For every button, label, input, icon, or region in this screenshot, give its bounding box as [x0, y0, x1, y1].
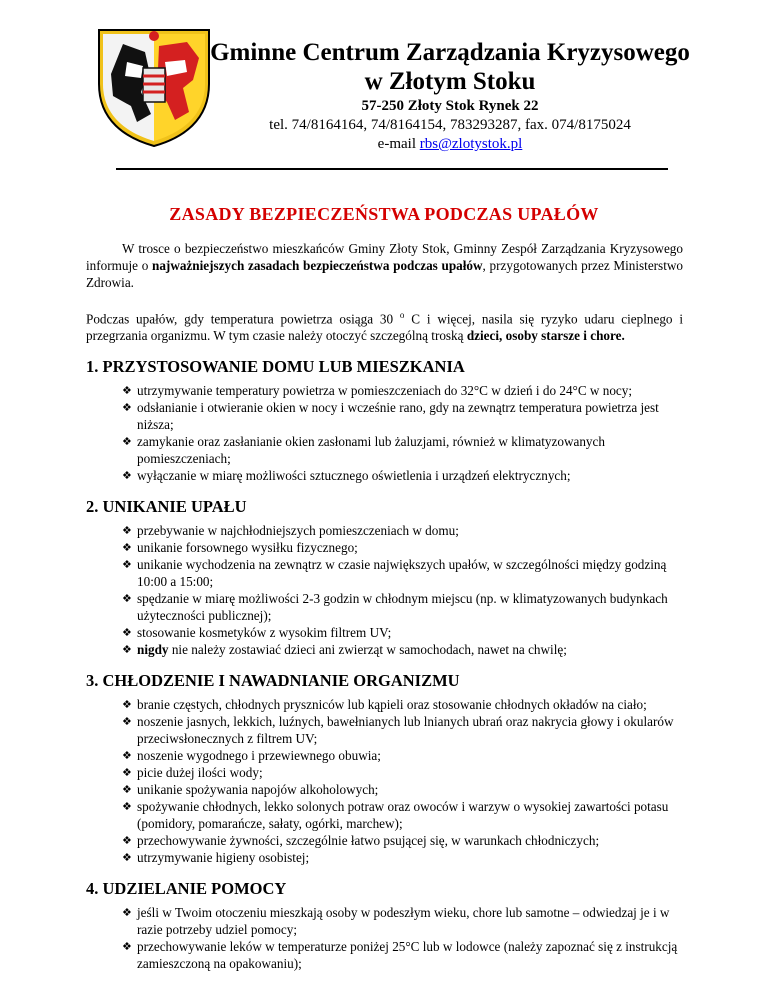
section-heading: 4. UDZIELANIE POMOCY	[86, 879, 287, 899]
letterhead	[0, 0, 768, 180]
section-heading: 3. CHŁODZENIE I NAWADNIANIE ORGANIZMU	[86, 671, 460, 691]
section-list	[86, 522, 683, 658]
organization-name	[190, 38, 710, 96]
email-line	[190, 135, 710, 154]
intro-paragraph-1	[86, 240, 683, 291]
list-item: ❖ unikanie forsownego wysiłku fizycznego;	[122, 540, 358, 556]
bullet-icon: ❖	[122, 524, 132, 538]
bullet-icon: ❖	[122, 541, 132, 555]
bullet-icon: ❖	[122, 940, 132, 954]
bullet-icon: ❖	[122, 834, 132, 848]
list-item: ❖ wyłączanie w miarę możliwości sztucznego oświetlenia i urządzeń elektrycznych;	[122, 468, 571, 484]
header-divider	[116, 168, 668, 170]
section-heading: 1. PRZYSTOSOWANIE DOMU LUB MIESZKANIA	[86, 357, 465, 377]
emphasis-never: nigdy	[137, 642, 169, 658]
bullet-icon: ❖	[122, 749, 132, 763]
list-item: ❖ noszenie wygodnego i przewiewnego obuwia;	[122, 748, 381, 764]
intro-text-end: , przygotowanych przez Ministerstwo Zdrowia.	[86, 258, 683, 290]
bullet-icon: ❖	[122, 800, 132, 814]
bullet-icon: ❖	[122, 906, 132, 920]
email-link[interactable]: rbs@zlotystok.pl	[419, 136, 523, 152]
section-list	[86, 696, 683, 866]
bullet-icon: ❖	[122, 401, 132, 415]
bullet-icon: ❖	[122, 715, 132, 729]
list-item: ❖ odsłanianie i otwieranie okien w nocy i wcześnie rano, gdy na zewnątrz temperatura powietrza jest niższa;	[122, 400, 659, 433]
organization-name-line2: w Złotym Stoku	[364, 68, 536, 95]
bullet-icon: ❖	[122, 592, 132, 606]
list-item: ❖ picie dużej ilości wody;	[122, 765, 263, 781]
section-list	[86, 382, 683, 484]
list-item: ❖ przechowywanie leków w temperaturze poniżej 25°C lub w lodowce (należy zapoznać się z instrukcją zamieszczoną na opakowaniu);	[122, 939, 678, 972]
bullet-icon: ❖	[122, 698, 132, 712]
heat-emphasis: dzieci, osoby starsze i chore.	[466, 328, 625, 344]
section-heading: 2. UNIKANIE UPAŁU	[86, 497, 247, 517]
list-item: ❖ stosowanie kosmetyków z wysokim filtrem UV;	[122, 625, 392, 641]
degree-sup: o	[399, 310, 405, 320]
list-item: ❖ branie częstych, chłodnych pryszniców lub kąpieli oraz stosowanie chłodnych okładów na ciało;	[122, 697, 647, 713]
bullet-icon: ❖	[122, 643, 132, 657]
list-item: ❖ spożywanie chłodnych, lekko solonych potraw oraz owoców i warzyw o wysokiej zawartości potasu (pomidory, pomarańcze, sałaty, ogórki, marchew);	[122, 799, 669, 832]
bullet-icon: ❖	[122, 469, 132, 483]
contact-block	[190, 97, 710, 154]
bullet-icon: ❖	[122, 435, 132, 449]
heat-text: Podczas upałów, gdy temperatura powietrza osiąga 30	[86, 311, 400, 327]
intro-paragraph-2	[86, 307, 683, 344]
list-item: ❖ unikanie wychodzenia na zewnątrz w czasie największych upałów, w szczególności między godziną 10:00 a 15:00;	[122, 557, 667, 590]
intro-emphasis: najważniejszych zasadach bezpieczeństwa podczas upałów	[152, 258, 483, 273]
bullet-icon: ❖	[122, 384, 132, 398]
list-item: ❖ unikanie spożywania napojów alkoholowych;	[122, 782, 379, 798]
list-item: ❖ przebywanie w najchłodniejszych pomieszczeniach w domu;	[122, 523, 459, 539]
phone-numbers: tel. 74/8164164, 74/8164154, 783293287, fax. 074/8175024	[269, 117, 631, 133]
bullet-icon: ❖	[122, 783, 132, 797]
email-label: e-mail	[377, 136, 420, 152]
bullet-icon: ❖	[122, 851, 132, 865]
intro-text: W trosce o bezpieczeństwo mieszkańców Gminy Złoty Stok, Gminny Zespół Zarządzania Kryzysowego informuje o	[86, 241, 683, 273]
list-item: ❖ jeśli w Twoim otoczeniu mieszkają osoby w podeszłym wieku, chore lub samotne – odwiedzaj je i w razie potrzeby udziel pomocy;	[122, 905, 670, 938]
document-body	[86, 240, 683, 972]
postal-address: 57-250 Złoty Stok Rynek 22	[361, 98, 539, 114]
list-item: ❖ utrzymywanie temperatury powietrza w pomieszczeniach do 32°C w dzień i do 24°C w nocy;	[122, 383, 633, 399]
list-item: ❖ noszenie jasnych, lekkich, luźnych, bawełnianych lub lnianych ubrań oraz nakrycia głowy i okularów przeciwsłonecznych z filtrem UV;	[122, 714, 674, 747]
list-item: ❖ przechowywanie żywności, szczególnie łatwo psującej się, w warunkach chłodniczych;	[122, 833, 600, 849]
bullet-icon: ❖	[122, 558, 132, 572]
list-item: ❖ zamykanie oraz zasłanianie okien zasłonami lub żaluzjami, również w klimatyzowanych pomieszczeniach;	[122, 434, 605, 467]
organization-name-line1: Gminne Centrum Zarządzania Kryzysowego	[210, 39, 690, 66]
list-item: ❖ spędzanie w miarę możliwości 2-3 godzin w chłodnym miejscu (np. w klimatyzowanych budynkach użyteczności publicznej);	[122, 591, 668, 624]
bullet-icon: ❖	[122, 626, 132, 640]
document-title: ZASADY BEZPIECZEŃSTWA PODCZAS UPAŁÓW	[169, 204, 599, 224]
heat-text-cont: C i więcej, nasila się ryzyko udaru cieplnego i przegrzania organizmu. W tym czasie należy otoczyć szczególną troską	[86, 311, 683, 344]
bullet-icon: ❖	[122, 766, 132, 780]
list-item: ❖ nigdy nie należy zostawiać dzieci ani zwierząt w samochodach, nawet na chwilę;	[122, 642, 567, 658]
section-list	[86, 904, 683, 972]
list-item: ❖ utrzymywanie higieny osobistej;	[122, 850, 310, 866]
